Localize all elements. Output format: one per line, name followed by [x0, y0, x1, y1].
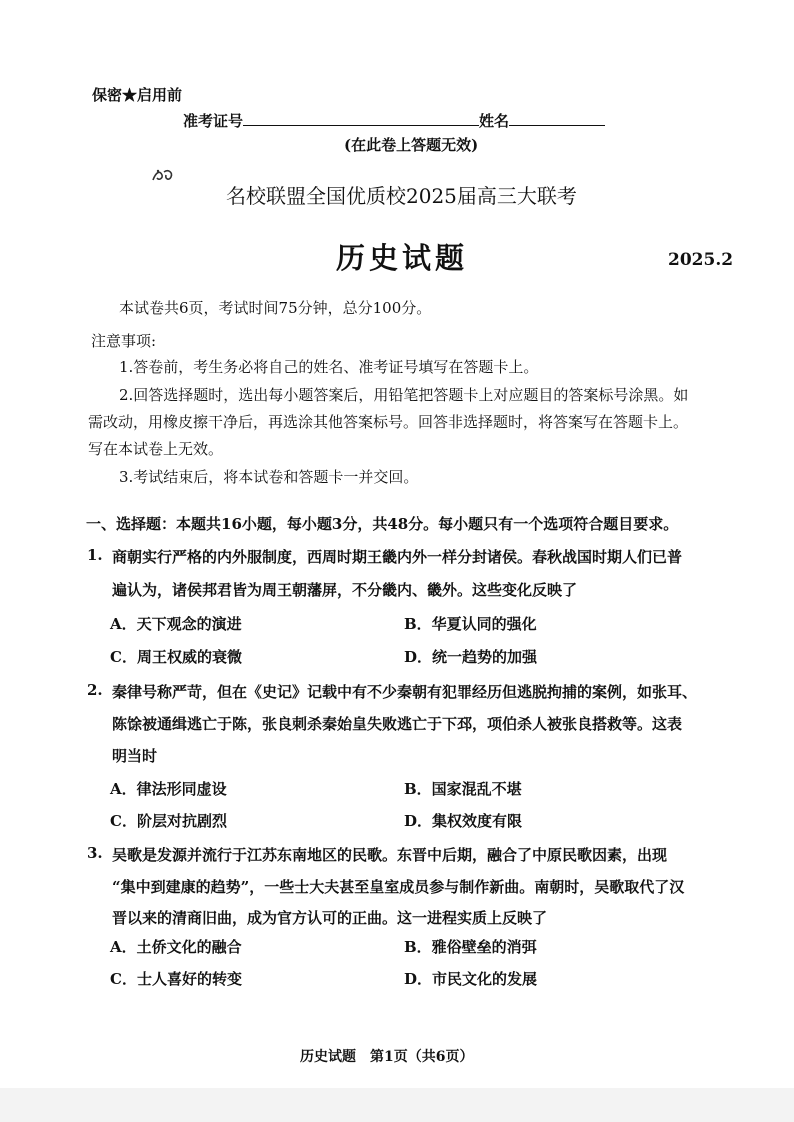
- ink-smudge-icon: [150, 166, 176, 186]
- subject-title: 历史试题: [336, 241, 469, 275]
- option-c[interactable]: C．阶层对抗剧烈: [110, 812, 227, 830]
- option-d[interactable]: D．集权效度有限: [404, 812, 523, 830]
- notes-heading: 注意事项:: [91, 332, 157, 350]
- page-footer: 历史试题 第1页（共6页）: [300, 1049, 474, 1065]
- option-a[interactable]: A．土侨文化的融合: [110, 938, 242, 956]
- option-d[interactable]: D．统一趋势的加强: [404, 648, 538, 666]
- candidate-info-row: [183, 110, 605, 131]
- question-text: 遍认为，诸侯邦君皆为周王朝藩屏，不分畿内、畿外。这些变化反映了: [112, 581, 578, 599]
- invalid-note: (在此卷上答题无效): [344, 136, 479, 154]
- question-text: 吴歌是发源并流行于江苏东南地区的民歌。东晋中后期，融合了中原民歌因素，出现: [112, 846, 668, 864]
- exam-date: 2025.2: [668, 250, 734, 270]
- question-text: “集中到建康的趋势”，一些士大夫甚至皇室成员参与制作新曲。南朝时，吴歌取代了汉: [112, 878, 685, 896]
- note-item-1: 1.答卷前，考生务必将自己的姓名、准考证号填写在答题卡上。: [119, 358, 539, 376]
- section-heading: 一、选择题：本题共16小题，每小题3分，共48分。每小题只有一个选项符合题目要求。: [86, 515, 679, 533]
- admission-number-field[interactable]: [243, 111, 479, 126]
- name-field[interactable]: [509, 111, 605, 126]
- question-text: 陈馀被通缉逃亡于陈，张良刺杀秦始皇失败逃亡于下邳，项伯杀人被张良搭救等。这表: [112, 715, 683, 733]
- question-text: 明当时: [112, 747, 158, 765]
- option-a[interactable]: A．律法形同虚设: [110, 780, 227, 798]
- question-number: 2.: [87, 681, 103, 699]
- note-item-2-line-1: 2.回答选择题时，选出每小题答案后，用铅笔把答题卡上对应题目的答案标号涂黑。如: [119, 386, 689, 404]
- option-b[interactable]: B．国家混乱不堪: [404, 780, 522, 798]
- question-number: 1.: [87, 546, 103, 564]
- question-text: 秦律号称严苛，但在《史记》记载中有不少秦朝有犯罪经历但逃脱拘捕的案例，如张耳、: [112, 683, 698, 701]
- option-b[interactable]: B．华夏认同的强化: [404, 615, 537, 633]
- confidential-label: 保密★启用前: [92, 86, 183, 104]
- option-c[interactable]: C．士人喜好的转变: [110, 970, 242, 988]
- question-text: 晋以来的清商旧曲，成为官方认可的正曲。这一进程实质上反映了: [112, 909, 548, 927]
- option-b[interactable]: B．雅俗壁垒的消弭: [404, 938, 537, 956]
- question-text: 商朝实行严格的内外服制度，西周时期王畿内外一样分封诸侯。春秋战国时期人们已普: [112, 548, 683, 566]
- option-c[interactable]: C．周王权威的衰微: [110, 648, 242, 666]
- admission-number-label: 准考证号: [183, 112, 244, 130]
- option-d[interactable]: D．市民文化的发展: [404, 970, 538, 988]
- option-a[interactable]: A．天下观念的演进: [110, 615, 242, 633]
- page-bottom-edge: [0, 1088, 794, 1122]
- name-label: 姓名: [479, 112, 510, 130]
- note-item-2-line-3: 写在本试卷上无效。: [88, 440, 224, 458]
- question-number: 3.: [87, 844, 103, 862]
- exam-org-title: 名校联盟全国优质校2025届高三大联考: [226, 184, 577, 208]
- exam-info: 本试卷共6页，考试时间75分钟，总分100分。: [119, 299, 432, 317]
- note-item-2-line-2: 需改动，用橡皮擦干净后，再选涂其他答案标号。回答非选择题时，将答案写在答题卡上。: [88, 413, 689, 431]
- note-item-3: 3.考试结束后，将本试卷和答题卡一并交回。: [119, 468, 419, 486]
